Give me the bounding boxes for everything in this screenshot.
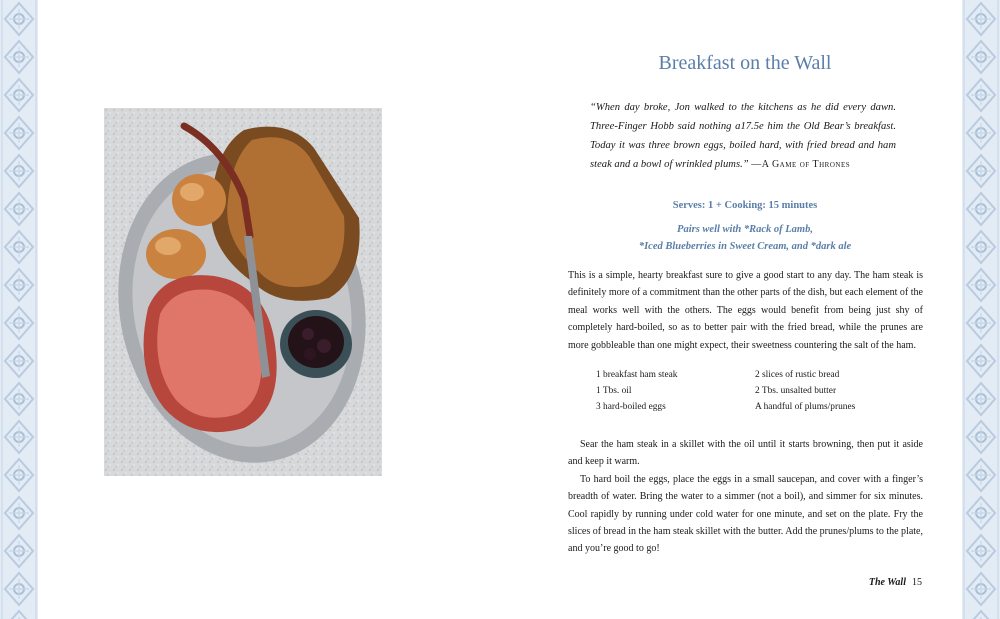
- ingredients-column-left: [596, 367, 677, 415]
- ingredient-item: 2 slices of rustic bread: [755, 370, 840, 380]
- ingredient-item: 2 Tbs. unsalted butter: [755, 386, 837, 396]
- ingredient-item: 1 Tbs. oil: [596, 386, 632, 396]
- instruction-step: Sear the ham steak in a skillet with the oil until it starts browning, then put it aside and keep it warm.: [568, 439, 923, 468]
- pairs-line-1: Pairs well with *Rack of Lamb,: [677, 224, 813, 235]
- decorative-border-left: [0, 0, 38, 619]
- page-number: 15: [912, 577, 922, 588]
- ingredients-column-right: [755, 367, 855, 415]
- pairing-suggestions: [560, 221, 930, 255]
- quote-text: “When day broke, Jon walked to the kitchens as he did every dawn. Three-Finger Hobb said nothing a17.5e him the Old Bear’s breakfast. Today it was three brown eggs, boiled hard, with fried bread and ham steak and a bowl of wrinkled plums.”: [590, 102, 896, 170]
- breakfast-photo: [104, 108, 382, 476]
- chapter-name: The Wall: [868, 577, 906, 588]
- ingredient-item: 3 hard-boiled eggs: [596, 402, 666, 412]
- decorative-border-right: [962, 0, 1000, 619]
- instructions: [568, 436, 923, 558]
- ingredient-item: A handful of plums/prunes: [755, 402, 856, 412]
- page-title: Breakfast on the Wall: [658, 52, 832, 74]
- intro-paragraph: This is a simple, hearty breakfast sure to give a good start to any day. The ham steak is definitely more of a commitment than the other parts of the dish, but each element of the meal works well with the others. The eggs would benefit from being just shy of completely hard-boiled, so as to better pair with the fried bread, while the prunes are more gobbleable than one might expect, their sweetness countering the salt of the ham.: [568, 270, 923, 351]
- page-footer: [830, 577, 922, 588]
- quote-source: —A Game of Thrones: [751, 159, 851, 170]
- ingredient-item: 1 breakfast ham steak: [596, 370, 678, 380]
- epigraph-quote: [590, 98, 896, 174]
- instruction-step: To hard boil the eggs, place the eggs in a small saucepan, and cover with a finger’s breadth of water. Bring the water to a simmer (not a boil), and simmer for six minutes. Cool rapidly by running under cold water for one minute, and set on the plate. Fry the slices of bread in the ham steak skillet with the butter. Add the prunes/plums to the plate, and you’re good to go!: [568, 473, 923, 555]
- serves-cooking-time: Serves: 1 + Cooking: 15 minutes: [672, 200, 818, 211]
- pairs-line-2: *Iced Blueberries in Sweet Cream, and *dark ale: [638, 241, 852, 252]
